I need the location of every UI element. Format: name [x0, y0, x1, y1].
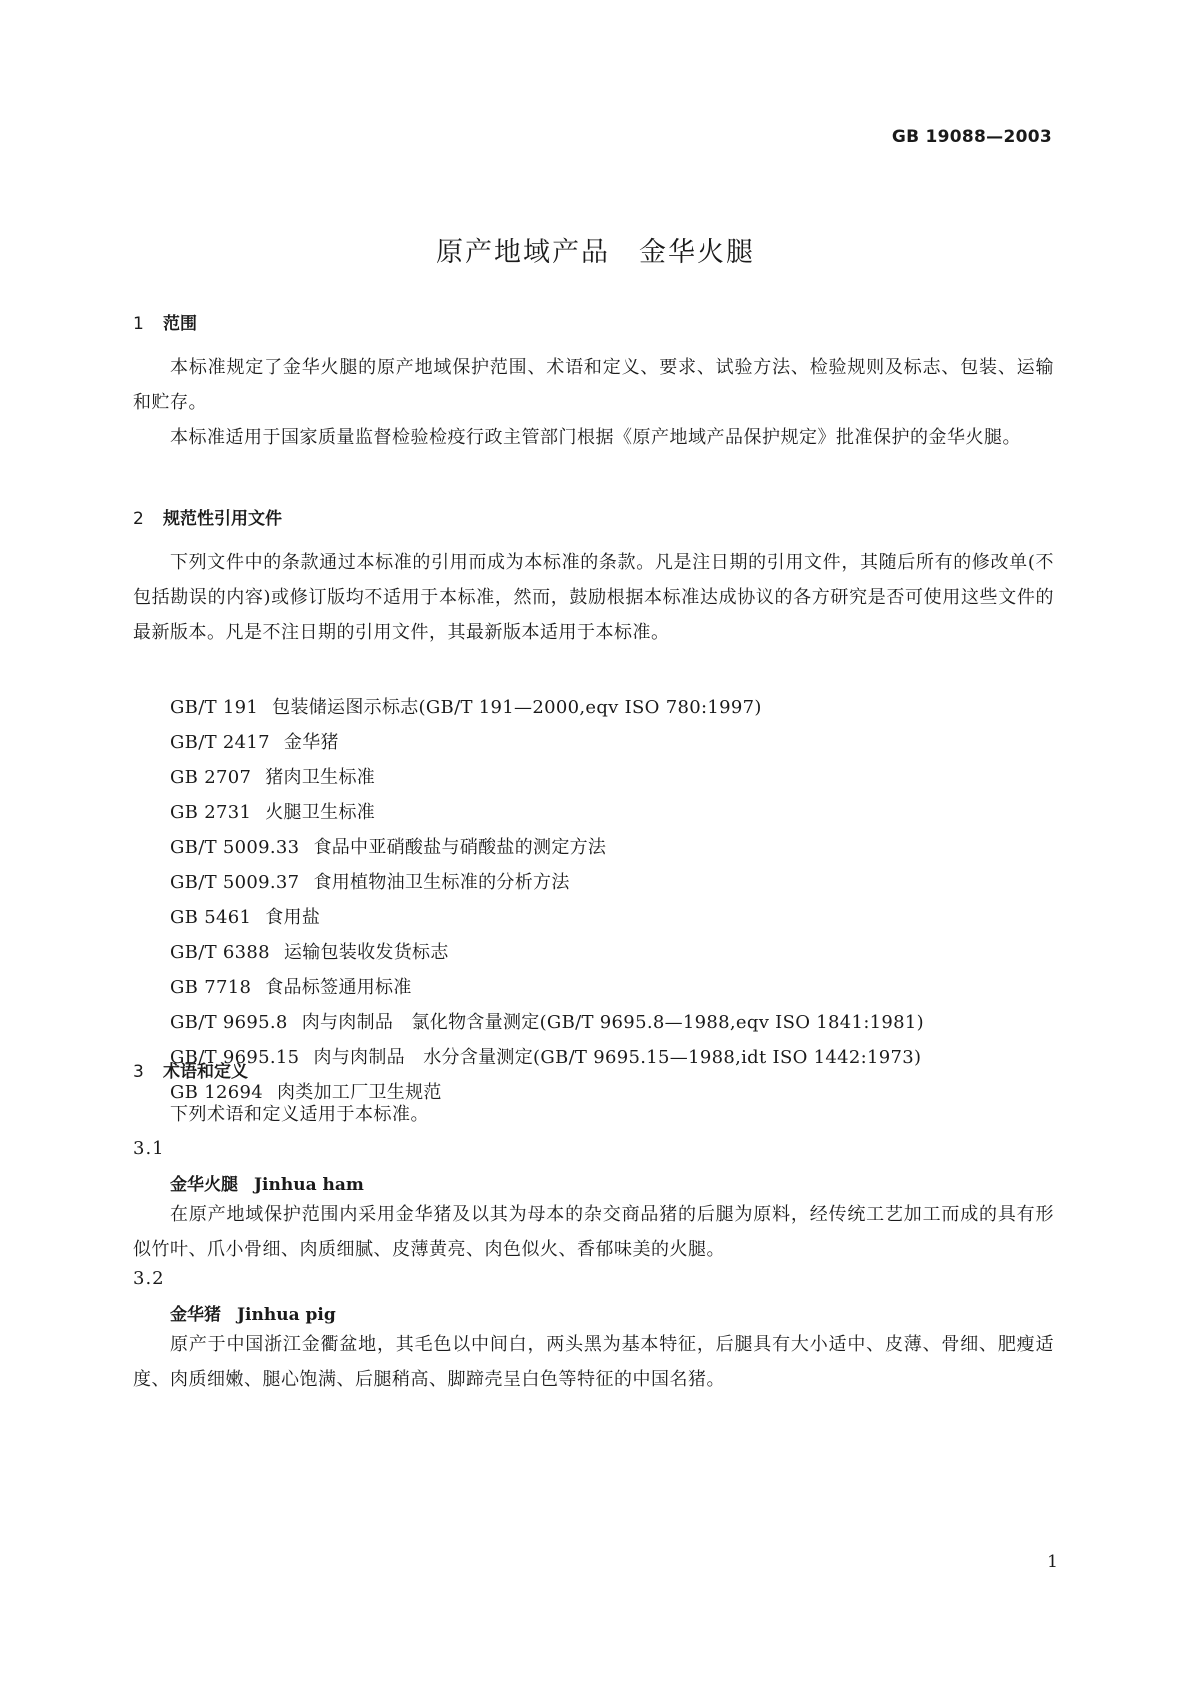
term-heading — [170, 1300, 336, 1325]
reference-item — [170, 690, 924, 725]
term-definition: 在原产地域保护范围内采用金华猪及以其为母本的杂交商品猪的后腿为原料，经传统工艺加工而成的具有形似竹叶、爪小骨细、肉质细腻、皮薄黄亮、肉色似火、香郁味美的火腿。 — [133, 1204, 1054, 1260]
reference-title: 包装储运图示标志(GB/T 191—2000,eqv ISO 780:1997) — [272, 697, 762, 718]
section-heading-normative-references — [133, 504, 282, 529]
reference-item — [170, 970, 924, 1005]
reference-title: 肉与肉制品 氯化物含量测定(GB/T 9695.8—1988,eqv ISO 1841:1981) — [301, 1012, 925, 1033]
reference-item — [170, 935, 924, 970]
term-heading — [170, 1170, 364, 1195]
section-number: 3 — [133, 1062, 144, 1082]
clause-number: 3.1 — [133, 1138, 165, 1159]
reference-code: GB/T 191 — [170, 697, 259, 718]
reference-code: GB 5461 — [170, 907, 252, 928]
reference-title: 食品中亚硝酸盐与硝酸盐的测定方法 — [313, 837, 607, 858]
reference-title: 金华猪 — [283, 732, 339, 753]
standard-code: GB 19088—2003 — [891, 127, 1052, 147]
paragraph: 本标准适用于国家质量监督检验检疫行政主管部门根据《原产地域产品保护规定》批准保护的金华火腿。 — [170, 427, 1021, 448]
reference-item — [170, 760, 924, 795]
paragraph: 本标准规定了金华火腿的原产地域保护范围、术语和定义、要求、试验方法、检验规则及标志、包装、运输和贮存。 — [133, 357, 1054, 413]
section-number: 2 — [133, 509, 144, 529]
reference-item — [170, 795, 924, 830]
paragraph: 下列文件中的条款通过本标准的引用而成为本标准的条款。凡是注日期的引用文件，其随后所有的修改单(不包括勘误的内容)或修订版均不适用于本标准，然而，鼓励根据本标准达成协议的各方研究是否可使用这些文件的最新版本。凡是不注日期的引用文件，其最新版本适用于本标准。 — [133, 552, 1054, 643]
reference-title: 火腿卫生标准 — [265, 802, 376, 823]
clause-number: 3.2 — [133, 1268, 165, 1289]
reference-code: GB 2731 — [170, 802, 252, 823]
term-definition: 原产于中国浙江金衢盆地，其毛色以中间白，两头黑为基本特征，后腿具有大小适中、皮薄、骨细、肥瘦适度、肉质细嫩、腿心饱满、后腿稍高、脚蹄壳呈白色等特征的中国名猪。 — [133, 1334, 1054, 1390]
reference-item — [170, 830, 924, 865]
reference-item — [170, 1040, 924, 1075]
reference-code: GB 2707 — [170, 767, 252, 788]
reference-code: GB 12694 — [170, 1082, 263, 1103]
reference-title: 肉类加工厂卫生规范 — [277, 1082, 442, 1103]
section-number: 1 — [133, 314, 144, 334]
section-title: 规范性引用文件 — [163, 509, 282, 529]
reference-title: 运输包装收发货标志 — [283, 942, 449, 963]
reference-list — [170, 690, 924, 1110]
reference-item — [170, 865, 924, 900]
reference-code: GB/T 5009.37 — [170, 872, 300, 893]
paragraph: 下列术语和定义适用于本标准。 — [170, 1104, 429, 1125]
reference-title: 肉与肉制品 水分含量测定(GB/T 9695.15—1988,idt ISO 1442:1973) — [313, 1047, 922, 1068]
reference-code: GB/T 9695.8 — [170, 1012, 288, 1033]
reference-title: 食用植物油卫生标准的分析方法 — [313, 872, 570, 893]
term-name-en: Jinhua ham — [254, 1175, 364, 1195]
reference-item — [170, 900, 924, 935]
page-number: 1 — [1047, 1552, 1058, 1572]
term-name-en: Jinhua pig — [237, 1305, 336, 1325]
reference-code: GB/T 5009.33 — [170, 837, 300, 858]
section-heading-terms-definitions — [133, 1057, 248, 1082]
reference-title: 食用盐 — [265, 907, 321, 928]
term-name-zh: 金华猪 — [170, 1305, 221, 1325]
reference-title: 食品标签通用标准 — [265, 977, 412, 998]
reference-code: GB/T 2417 — [170, 732, 270, 753]
term-name-zh: 金华火腿 — [170, 1175, 238, 1195]
section-title: 术语和定义 — [163, 1062, 248, 1082]
document-title: 原产地域产品 金华火腿 — [436, 237, 755, 268]
section-heading-scope — [133, 309, 197, 334]
reference-item — [170, 1005, 924, 1040]
reference-title: 猪肉卫生标准 — [265, 767, 376, 788]
section-title: 范围 — [163, 314, 197, 334]
reference-item — [170, 725, 924, 760]
reference-code: GB/T 9695.15 — [170, 1047, 300, 1068]
reference-code: GB/T 6388 — [170, 942, 270, 963]
reference-code: GB 7718 — [170, 977, 252, 998]
